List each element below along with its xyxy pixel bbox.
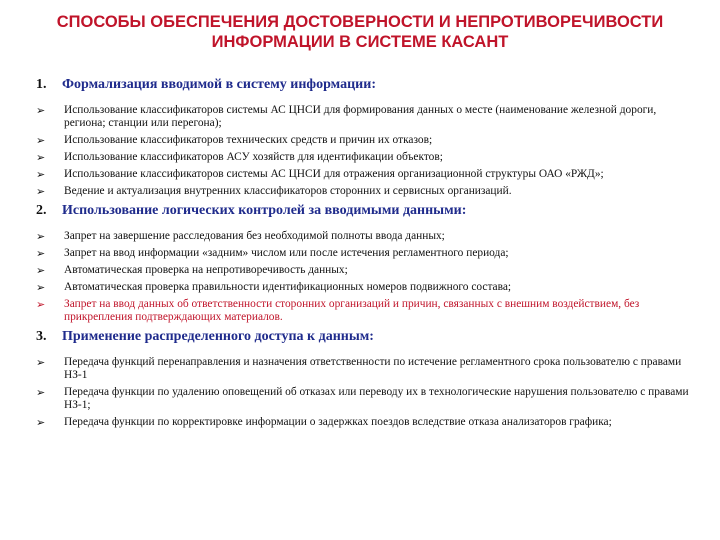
arrowhead-bullet-icon: ➢ xyxy=(36,264,46,277)
section-number: 3. xyxy=(36,329,47,344)
arrowhead-bullet-icon: ➢ xyxy=(36,416,46,429)
arrowhead-bullet-icon: ➢ xyxy=(36,104,46,117)
list-item: ➢ Ведение и актуализация внутренних классификаторов сторонних и сервисных организаций. xyxy=(36,185,512,198)
section-heading xyxy=(36,76,698,94)
list-item: ➢ Использование классификаторов технических средств и причин их отказов; xyxy=(36,134,433,147)
section-heading xyxy=(36,328,698,346)
list-item-highlighted: ➢ Запрет на ввод данных об ответственности сторонних организаций и причин, связанных с внешним воздействием, без прикрепления подтверждающих материалов. xyxy=(36,298,640,323)
content xyxy=(36,76,698,433)
section-number: 2. xyxy=(36,203,47,218)
section-logical-controls xyxy=(36,202,698,324)
arrowhead-bullet-icon: ➢ xyxy=(36,247,46,260)
list-item: ➢ Использование классификаторов системы АС ЦНСИ для формирования данных о месте (наименование железной дороги, региона; станции или перегона); xyxy=(36,104,657,129)
arrowhead-bullet-icon: ➢ xyxy=(36,185,46,198)
list-item: ➢ Запрет на ввод информации «задним» числом или после истечения регламентного периода; xyxy=(36,247,509,260)
section-formalization xyxy=(36,76,698,198)
section-distributed-access xyxy=(36,328,698,429)
list-item: ➢ Передача функций перенаправления и назначения ответственности по истечение регламентного срока пользователю с правами НЗ-1 xyxy=(36,356,682,381)
arrowhead-bullet-icon: ➢ xyxy=(36,168,46,181)
section-heading-text: Формализация вводимой в систему информации: xyxy=(62,77,376,92)
arrowhead-bullet-icon: ➢ xyxy=(36,356,46,369)
page-title: СПОСОБЫ ОБЕСПЕЧЕНИЯ ДОСТОВЕРНОСТИ И НЕПРОТИВОРЕЧИВОСТИ ИНФОРМАЦИИ В СИСТЕМЕ КАСАНТ xyxy=(56,13,664,51)
arrowhead-bullet-icon: ➢ xyxy=(36,386,46,399)
list-item: ➢ Автоматическая проверка правильности идентификационных номеров подвижного состава; xyxy=(36,281,512,294)
section-heading xyxy=(36,202,698,220)
section-heading-text: Использование логических контролей за вводимыми данными: xyxy=(62,203,467,218)
arrowhead-bullet-icon: ➢ xyxy=(36,230,46,243)
list-item: ➢ Передача функции по корректировке информации о задержках поездов вследствие отказа анализаторов графика; xyxy=(36,416,612,429)
list-item: ➢ Запрет на завершение расследования без необходимой полноты ввода данных; xyxy=(36,230,445,243)
list-item: ➢ Использование классификаторов АСУ хозяйств для идентификации объектов; xyxy=(36,151,443,164)
arrowhead-bullet-icon: ➢ xyxy=(36,281,46,294)
list-item: ➢ Использование классификаторов системы АС ЦНСИ для отражения организационной структуры ОАО «РЖД»; xyxy=(36,168,604,181)
list-item: ➢ Передача функции по удалению оповещений об отказах или переводу их в технологические нарушения пользователю с правами НЗ-1; xyxy=(36,386,689,411)
list-item: ➢ Автоматическая проверка на непротиворечивость данных; xyxy=(36,264,348,277)
section-heading-text: Применение распределенного доступа к данным: xyxy=(62,329,374,344)
section-number: 1. xyxy=(36,77,47,92)
arrowhead-bullet-icon: ➢ xyxy=(36,134,46,147)
arrowhead-bullet-icon: ➢ xyxy=(36,298,46,311)
arrowhead-bullet-icon: ➢ xyxy=(36,151,46,164)
